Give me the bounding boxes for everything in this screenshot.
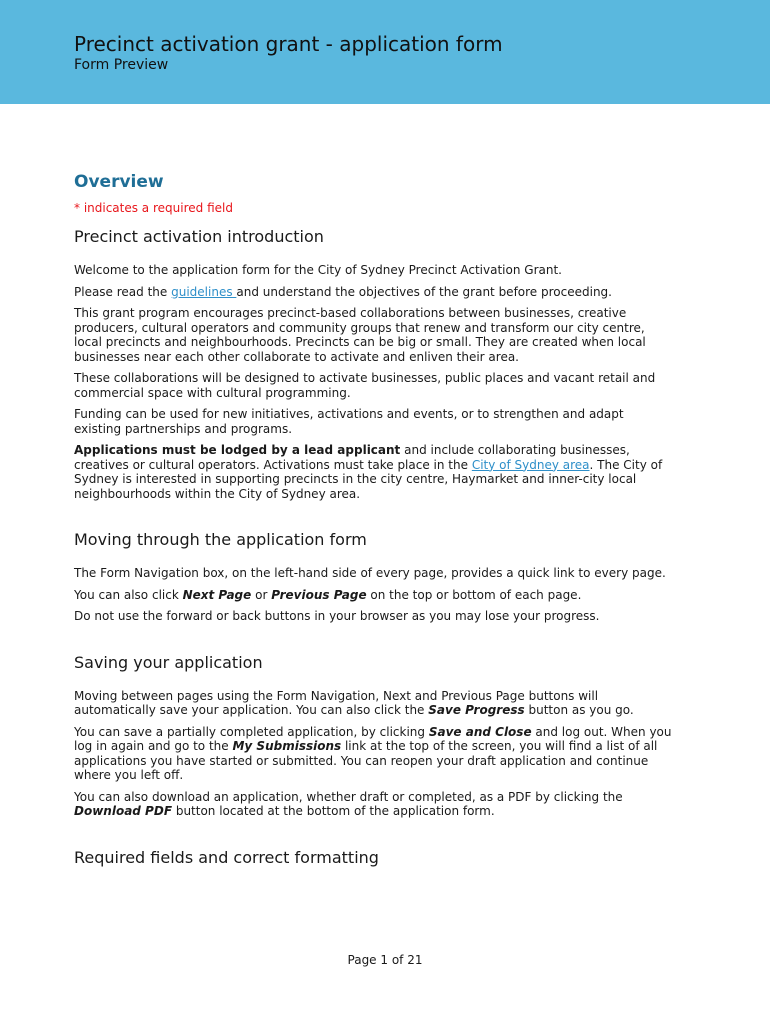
moving-paragraph-3: Do not use the forward or back buttons in your browser as you may lose your progress.	[74, 609, 600, 623]
intro-paragraph-6: Applications must be lodged by a lead applicant and include collaborating businesses, creatives or cultural operators. Activations must take place in the City of Sydney area. The City of Sydney is interested in supporting precincts in the city centre, Haymarket and inner-city local neighbourhoods within the City of Sydney area.	[74, 443, 663, 501]
overview-heading: Overview	[74, 172, 164, 192]
saving-heading: Saving your application	[74, 652, 263, 672]
intro-paragraph-1: Welcome to the application form for the City of Sydney Precinct Activation Grant.	[74, 263, 562, 277]
moving-paragraph-1: The Form Navigation box, on the left-hand side of every page, provides a quick link to every page.	[74, 566, 666, 580]
saving-paragraph-3: You can also download an application, whether draft or completed, as a PDF by clicking the Download PDF button located at the bottom of the application form.	[74, 789, 623, 818]
moving-heading: Moving through the application form	[74, 530, 367, 549]
guidelines-link[interactable]: guidelines	[171, 284, 237, 299]
required-fields-heading: Required fields and correct formatting	[74, 847, 379, 867]
intro-paragraph-4: These collaborations will be designed to activate businesses, public places and vacant retail and commercial space with cultural programming.	[74, 371, 656, 400]
saving-paragraph-1: Moving between pages using the Form Navigation, Next and Previous Page buttons will automatically save your application. You can also click the Save Progress button as you go.	[74, 688, 634, 717]
required-field-note: * indicates a required field	[74, 201, 233, 215]
page-title: Precinct activation grant - application form	[74, 32, 503, 56]
page-number: Page 1 of 21	[347, 953, 423, 967]
intro-paragraph-3: This grant program encourages precinct-based collaborations between businesses, creative producers, cultural operators and community groups that renew and transform our city centre, local precincts and neighbourhoods. Precincts can be big or small. They are created when local businesses near each other collaborate to activate and enliven their area.	[74, 306, 646, 364]
moving-paragraph-2: You can also click Next Page or Previous Page on the top or bottom of each page.	[74, 587, 582, 602]
intro-paragraph-5: Funding can be used for new initiatives, activations and events, or to strengthen and adapt existing partnerships and programs.	[74, 407, 624, 436]
city-of-sydney-area-link[interactable]: City of Sydney area	[471, 457, 590, 472]
saving-paragraph-2: You can save a partially completed application, by clicking Save and Close and log out. When you log in again and go to the My Submissions link at the top of the screen, you will find a list of all applications you have started or submitted. You can reopen your draft application and continue where you left off.	[74, 724, 672, 782]
form-content	[74, 170, 674, 869]
page-header	[0, 0, 770, 104]
intro-paragraph-2: Please read the guidelines and understand the objectives of the grant before proceeding.	[74, 284, 612, 299]
page-subtitle: Form Preview	[74, 57, 169, 73]
intro-heading: Precinct activation introduction	[74, 227, 324, 246]
